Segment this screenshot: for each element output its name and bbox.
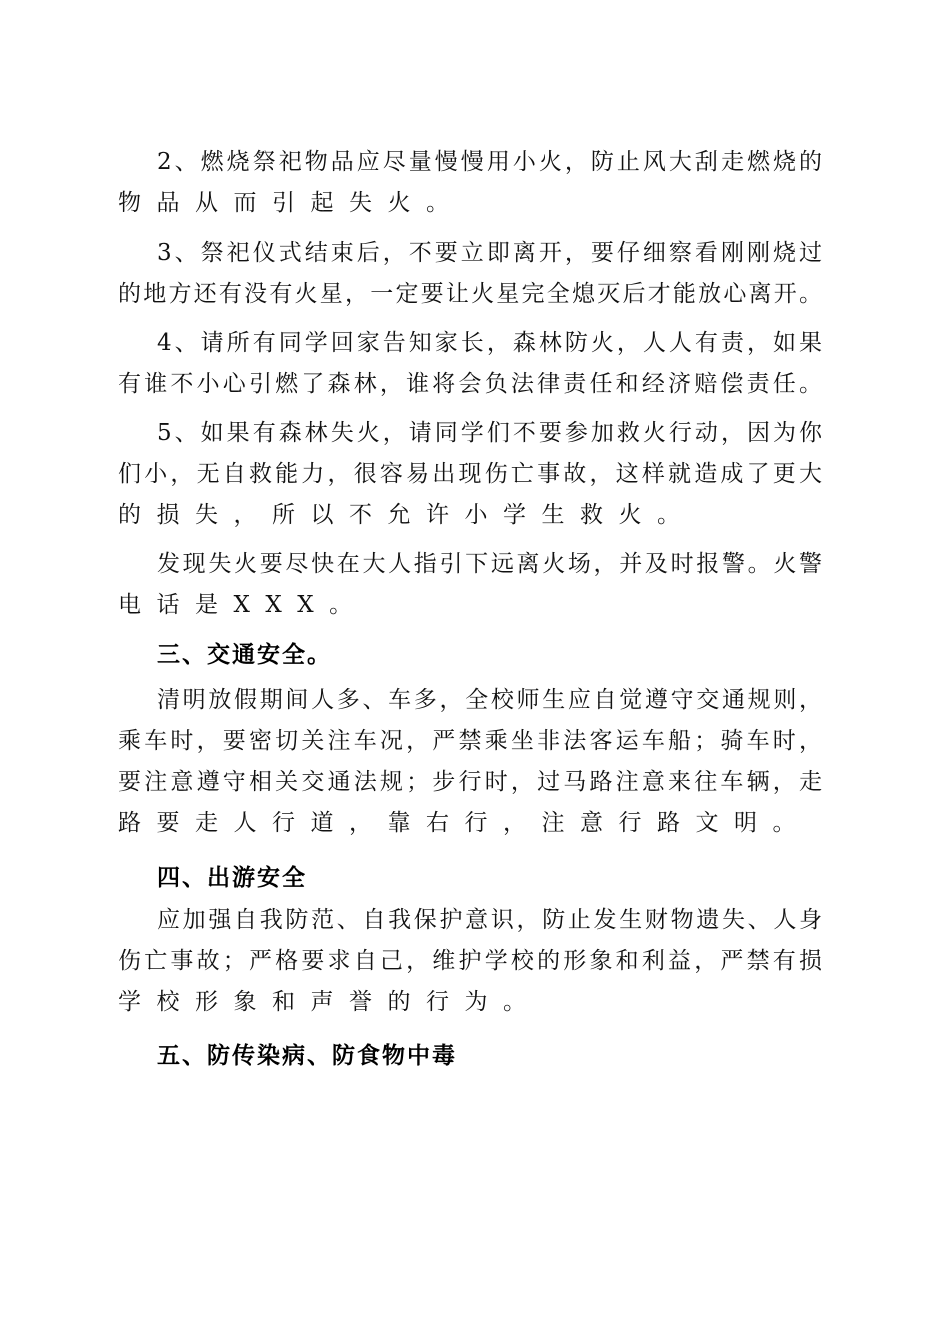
section-3-line-4: 路要走人行道，靠右行，注意行路文明。 [118, 810, 811, 836]
paragraph-item-2-line-1: 2、燃烧祭祀物品应尽量慢慢用小火，防止风大刮走燃烧的 [157, 149, 822, 175]
section-heading-traffic-safety: 三、交通安全。 [157, 642, 332, 668]
paragraph-item-2-line-2: 物品从而引起失火。 [118, 190, 465, 216]
paragraph-item-5-line-3: 的损失，所以不允许小学生救火。 [118, 502, 696, 528]
section-3-line-2: 乘车时，要密切关注车况，严禁乘坐非法客运车船；骑车时， [118, 728, 822, 754]
section-4-line-1: 应加强自我防范、自我保护意识，防止发生财物遗失、人身 [157, 907, 822, 933]
paragraph-item-5-line-1: 5、如果有森林失火，请同学们不要参加救火行动，因为你 [157, 420, 822, 446]
section-4-line-3: 学校形象和声誉的行为。 [118, 989, 542, 1015]
paragraph-item-4-line-2: 有谁不小心引燃了森林，谁将会负法律责任和经济赔偿责任。 [118, 371, 822, 397]
paragraph-item-3-line-1: 3、祭祀仪式结束后，不要立即离开，要仔细察看刚刚烧过 [157, 240, 822, 266]
section-3-line-1: 清明放假期间人多、车多，全校师生应自觉遵守交通规则， [157, 687, 822, 713]
paragraph-fire-report-line-1: 发现失火要尽快在大人指引下远离火场，并及时报警。火警 [157, 551, 822, 577]
section-heading-disease-food-poisoning: 五、防传染病、防食物中毒 [157, 1043, 457, 1069]
paragraph-fire-report-line-2: 电话是XXX。 [118, 592, 368, 618]
section-4-line-2: 伤亡事故；严格要求自己，维护学校的形象和利益，严禁有损 [118, 948, 822, 974]
paragraph-item-4-line-1: 4、请所有同学回家告知家长，森林防火，人人有责，如果 [157, 330, 822, 356]
section-heading-travel-safety: 四、出游安全 [157, 865, 307, 891]
paragraph-item-3-line-2: 的地方还有没有火星，一定要让火星完全熄灭后才能放心离开。 [118, 281, 822, 307]
section-3-line-3: 要注意遵守相关交通法规；步行时，过马路注意来往车辆，走 [118, 769, 822, 795]
paragraph-item-5-line-2: 们小，无自救能力，很容易出现伤亡事故，这样就造成了更大 [118, 461, 822, 487]
